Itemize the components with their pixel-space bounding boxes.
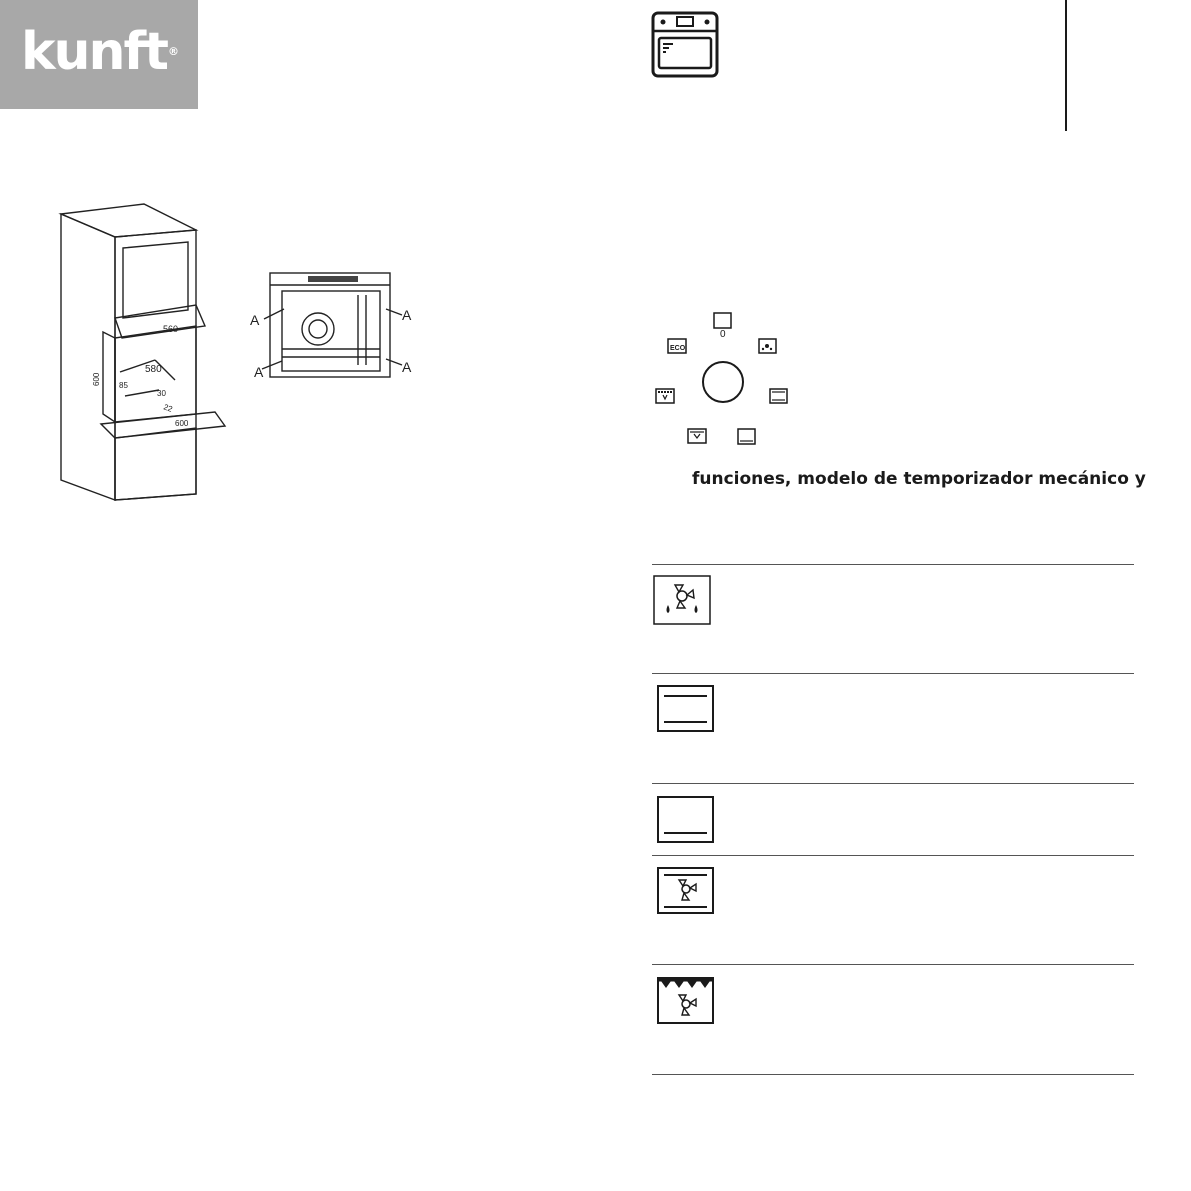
function-knob-diagram <box>650 308 810 448</box>
bottom-heat-icon <box>656 795 716 845</box>
oven-icon <box>651 11 719 78</box>
callout-a-4: A <box>402 359 412 375</box>
callout-a-3: A <box>402 307 412 323</box>
brand-name: kunft <box>20 21 168 82</box>
oven-mounting-diagram <box>248 265 418 385</box>
eco-label: ECO <box>670 345 686 352</box>
dim-85: 85 <box>119 381 128 390</box>
grill-fan-icon <box>656 976 716 1026</box>
divider <box>652 964 1134 965</box>
page-divider <box>1065 0 1067 131</box>
dim-600-width: 600 <box>175 419 189 428</box>
callout-a-1: A <box>250 312 260 328</box>
divider <box>652 855 1134 856</box>
dim-30: 30 <box>157 389 166 398</box>
callout-a-2: A <box>254 364 264 380</box>
dim-22: 22 <box>162 402 174 414</box>
registered-mark: ® <box>168 45 178 58</box>
divider <box>652 564 1134 565</box>
dim-600-vertical: 600 <box>92 372 101 386</box>
dim-580: 580 <box>145 364 162 375</box>
functions-caption: funciones, modelo de temporizador mecánico y <box>692 469 1146 489</box>
cabinet-installation-diagram <box>55 200 230 505</box>
knob-zero-label: 0 <box>720 329 726 340</box>
top-bottom-heat-icon <box>656 684 716 734</box>
divider <box>652 783 1134 784</box>
divider <box>652 1074 1134 1075</box>
fan-top-bottom-icon <box>656 866 716 916</box>
fan-defrost-icon <box>653 575 711 625</box>
divider <box>652 673 1134 674</box>
dim-560: 560 <box>163 324 179 334</box>
brand-logo <box>0 0 198 109</box>
